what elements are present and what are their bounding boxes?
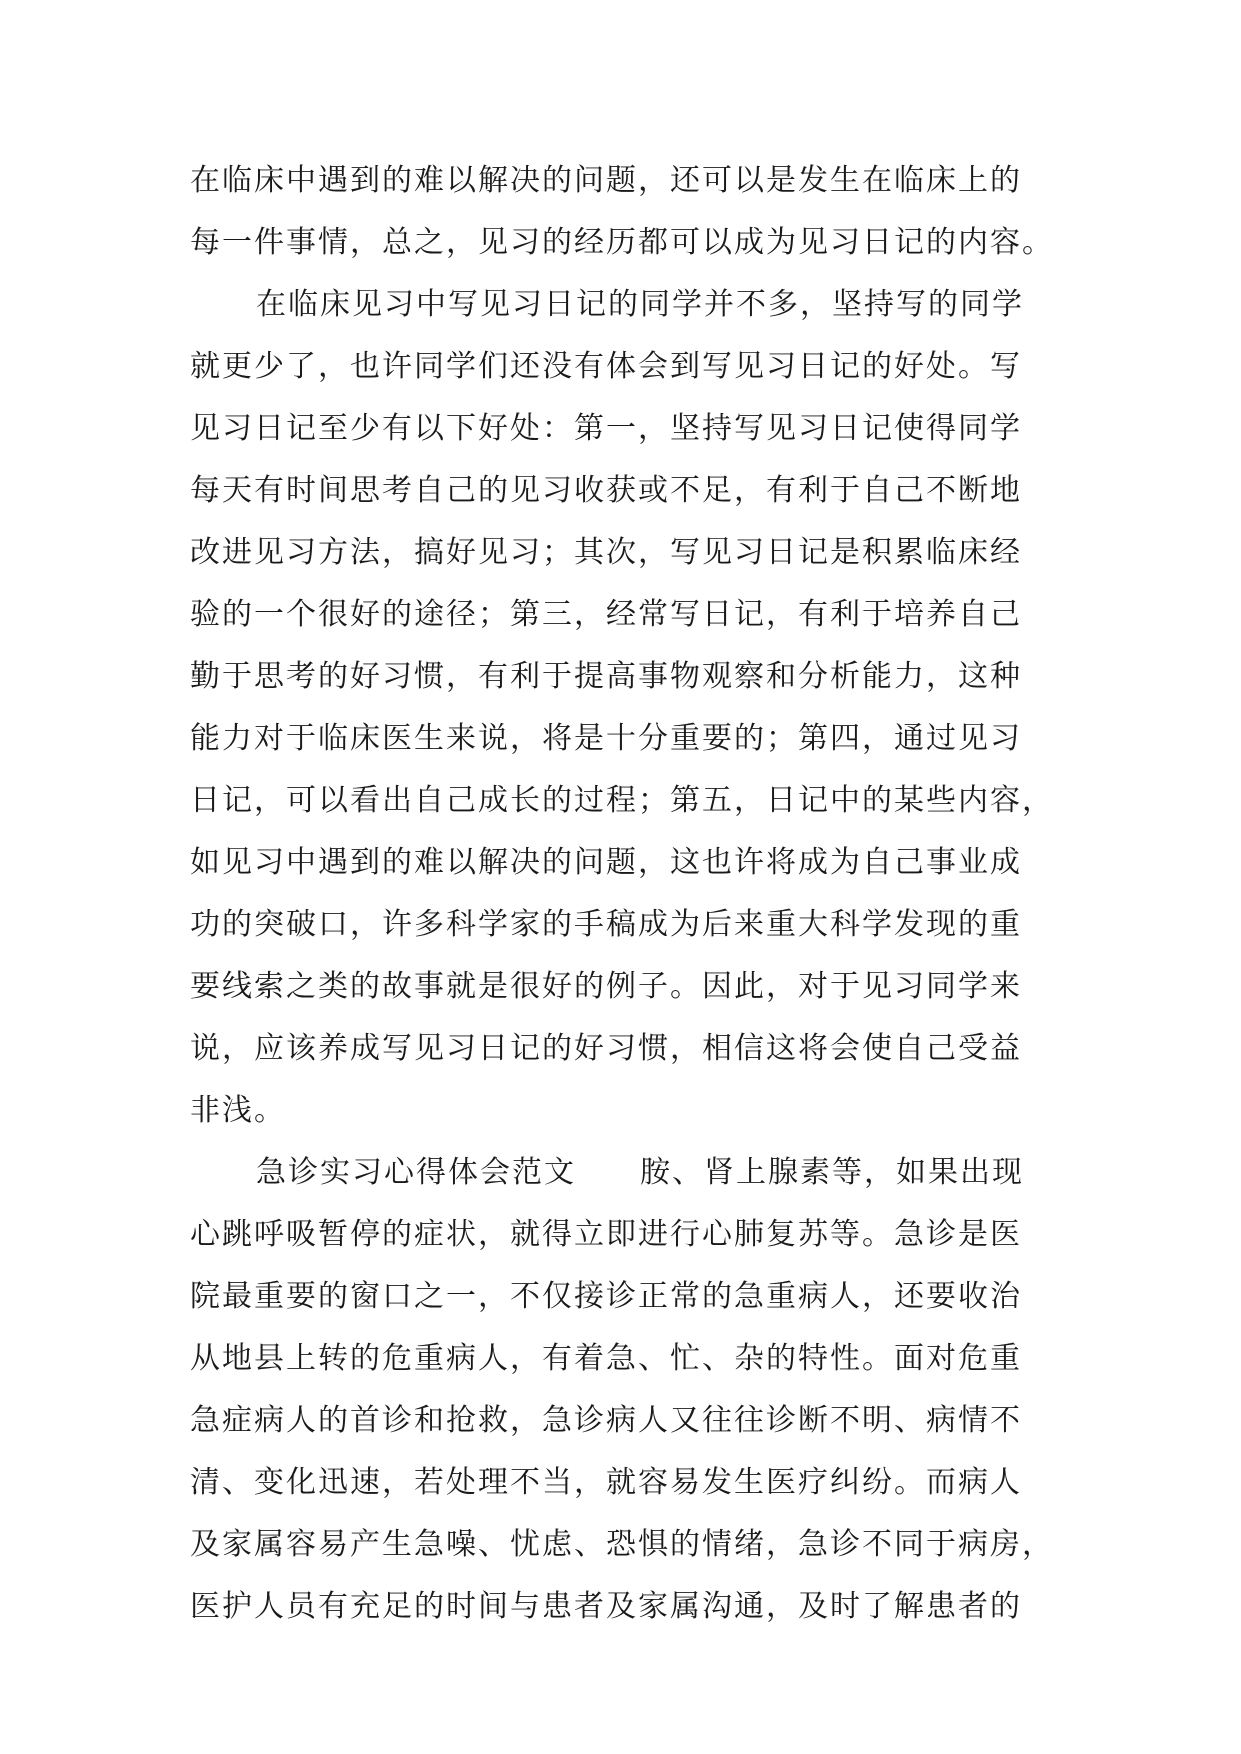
- text-line: 日记，可以看出自己成长的过程；第五，日记中的某些内容，: [190, 783, 1054, 818]
- text-line: 勤于思考的好习惯，有利于提高事物观察和分析能力，这种: [190, 659, 1022, 694]
- text-line: 见习日记至少有以下好处：第一，坚持写见习日记使得同学: [190, 411, 1022, 446]
- text-line: 每天有时间思考自己的见习收获或不足，有利于自己不断地: [190, 473, 1022, 508]
- text-line: 清、变化迅速，若处理不当，就容易发生医疗纠纷。而病人: [190, 1465, 1022, 1500]
- paragraph-3: [190, 1142, 1070, 1638]
- text-line: 功的突破口，许多科学家的手稿成为后来重大科学发现的重: [190, 907, 1022, 942]
- text-line: 急症病人的首诊和抢救，急诊病人又往往诊断不明、病情不: [190, 1403, 1022, 1438]
- text-line: 及家属容易产生急噪、忧虑、恐惧的情绪，急诊不同于病房，: [190, 1527, 1054, 1562]
- text-line: 说，应该养成写见习日记的好习惯，相信这将会使自己受益: [190, 1031, 1022, 1066]
- text-line: 院最重要的窗口之一，不仅接诊正常的急重病人，还要收治: [190, 1279, 1022, 1314]
- text-line: 在临床见习中写见习日记的同学并不多，坚持写的同学: [256, 287, 1024, 322]
- text-line: 急诊实习心得体会范文 胺、肾上腺素等，如果出现: [256, 1155, 1024, 1190]
- text-line: 医护人员有充足的时间与患者及家属沟通，及时了解患者的: [190, 1589, 1022, 1624]
- text-line: 从地县上转的危重病人，有着急、忙、杂的特性。面对危重: [190, 1341, 1022, 1376]
- text-line: 每一件事情，总之，见习的经历都可以成为见习日记的内容。: [190, 225, 1054, 260]
- text-line: 能力对于临床医生来说，将是十分重要的；第四，通过见习: [190, 721, 1022, 756]
- text-line: 在临床中遇到的难以解决的问题，还可以是发生在临床上的: [190, 163, 1022, 198]
- text-line: 如见习中遇到的难以解决的问题，这也许将成为自己事业成: [190, 845, 1022, 880]
- paragraph-2: [190, 274, 1070, 1142]
- text-line: 验的一个很好的途径；第三，经常写日记，有利于培养自己: [190, 597, 1022, 632]
- text-line: 改进见习方法，搞好见习；其次，写见习日记是积累临床经: [190, 535, 1022, 570]
- text-line: 就更少了，也许同学们还没有体会到写见习日记的好处。写: [190, 349, 1022, 384]
- document-body: [190, 150, 1070, 1638]
- text-line: 要线索之类的故事就是很好的例子。因此，对于见习同学来: [190, 969, 1022, 1004]
- paragraph-1: [190, 150, 1070, 274]
- text-line: 非浅。: [190, 1093, 286, 1128]
- text-line: 心跳呼吸暂停的症状，就得立即进行心肺复苏等。急诊是医: [190, 1217, 1022, 1252]
